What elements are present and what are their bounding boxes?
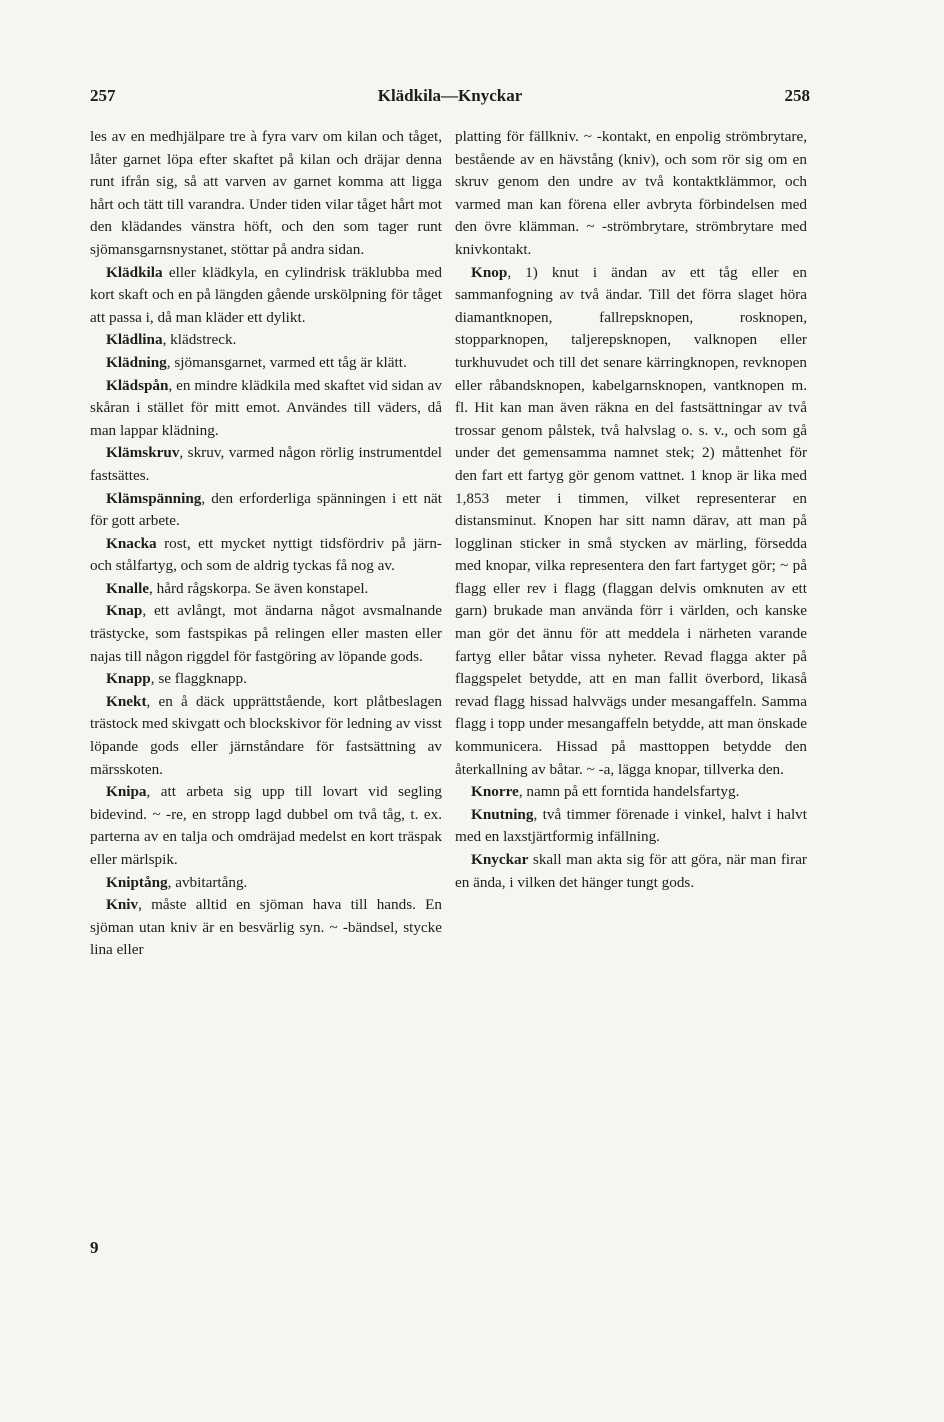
entry-text: , två timmer förenade i vinkel, halvt i halvt med en laxstjärtformig infällning. — [455, 805, 807, 846]
entry-term: Knacka — [106, 534, 157, 552]
entry-term: Klämspänning — [106, 489, 202, 507]
entry-text: , hård rågskorpa. Se även konstapel. — [149, 579, 369, 597]
entry-text: les av en medhjälpare tre à fyra varv om kilan och tåget, låter garnet löpa efter skaftet på kilan och dräjar denna runt ifrån sig, så att varven av garnet komma att ligga hårt och tätt till varandra. Under tiden vilar tåget hårt mot den klädandes vänstra höft, och den som tager runt sjömansgarnsnystanet, stöttar på andra sidan. — [90, 128, 442, 258]
entry-term: Knop — [471, 263, 508, 281]
entry-term: Klädlina — [106, 331, 163, 349]
entry-text: , klädstreck. — [162, 331, 237, 349]
entry-term: Knapp — [106, 670, 151, 688]
left-column — [90, 126, 442, 962]
dictionary-entry — [90, 126, 442, 262]
entry-term: Knipa — [106, 783, 147, 801]
entry-text: , avbitartång. — [167, 873, 248, 891]
dictionary-entry — [90, 442, 442, 487]
dictionary-entry — [90, 262, 442, 330]
page-number-left: 257 — [90, 86, 116, 105]
entry-text: , att arbeta sig upp till lovart vid segling bidevind. ~ -re, en stropp lagd dubbel om två tåg, t. ex. parterna av en talja och omdräjad medelst en kort träspak eller märlspik. — [90, 783, 442, 868]
entry-text: eller klädkyla, en cylindrisk träklubba med kort skaft och en på längden gående urskölpning för tåget att passa i, då man kläder ett dylikt. — [90, 263, 442, 326]
entry-text: , 1) knut i ändan av ett tåg eller en sammanfogning av två ändar. Till det förra slaget höra diamantknopen, fallrepsknopen, rosknopen, stopparknopen, taljerepsknopen, valknopen eller turkhuvudet och till det senare kärringknopen, revknopen eller råbandsknopen, kabelgarnsknopen, vantknopen m. fl. Hit kan man även räkna en del fastsättningar av två trossar genom pålstek, två halvslag o. s. v., och som gå under det gemensamma namnet stek; 2) måttenhet för den fart ett fartyg gör genom vattnet. 1 knop är lika med 1,853 meter i timmen, vilket representerar en distansminut. Knopen har sitt namn därav, att man på logglinan sticker in små stycken av märling, försedda med knopar, vilka representera den fart fartyget gör; ~ på flagg eller rev i flagg (flaggan delvis omknuten av ett garn) brukade man använda förr i världen, och kanske man gör det ännu för att meddela i närheten varande fartyg eller båtar vissa nyheter. Revad flagga akter på flaggspelet betydde, att en man fallit överbord, likaså revad flagg hissad halvvägs under mesangaffeln. Samma flagg i topp under mesangaffeln betydde, att man önskade kommunicera. Hissad på masttoppen betydde den återkallning av båtar. ~ -a, lägga knopar, tillverka den. — [455, 263, 807, 778]
entry-term: Knorre — [471, 783, 519, 801]
entry-text: platting för fällkniv. ~ -kontakt, en enpolig strömbrytare, bestående av en hävstång (kniv), och som rör sig om en skruv genom den undre av två kontaktklämmor, och varmed man kan förena eller avbryta förbindelsen med den övre klämman. ~ -strömbrytare, strömbrytare med knivkontakt. — [455, 128, 807, 258]
page-header — [90, 86, 810, 110]
entry-text: , den erforderliga spänningen i ett nät för gott arbete. — [90, 489, 442, 530]
page-number-right: 258 — [784, 86, 810, 105]
entry-term: Kniv — [106, 896, 139, 914]
entry-term: Klämskruv — [106, 444, 180, 462]
entry-text: , skruv, varmed någon rörlig instrumentdel fastsättes. — [90, 444, 442, 484]
dictionary-entry — [455, 849, 807, 894]
signature-mark: 9 — [90, 1238, 99, 1257]
dictionary-entry — [90, 352, 442, 375]
dictionary-entry — [455, 804, 807, 849]
dictionary-entry — [90, 600, 442, 668]
entry-term: Knap — [106, 602, 143, 620]
entry-text: skall man akta sig för att göra, när man firar en ända, i vilken det hänger tungt gods. — [455, 851, 807, 891]
dictionary-entry — [90, 488, 442, 533]
running-title: Klädkila—Knyckar — [377, 86, 523, 105]
entry-text: , namn på ett forntida handelsfartyg. — [518, 783, 740, 801]
entry-term: Knutning — [471, 805, 534, 823]
entry-term: Knyckar — [471, 851, 529, 868]
entry-text: rost, ett mycket nyttigt tidsfördriv på järn- och stålfartyg, och som de aldrig tyckas få nog av. — [90, 534, 442, 575]
dictionary-entry — [455, 781, 807, 804]
entry-text: , en å däck upprättstående, kort plåtbeslagen trästock med skivgatt och blockskivor för ledning av visst löpande gods eller järnståndare för fastsättning av märsskoten. — [90, 692, 442, 778]
entry-text: , ett avlångt, mot ändarna något avsmalnande trästycke, som fastspikas på relingen eller masten eller najas till någon riggdel för fastgöring av löpande gods. — [90, 602, 442, 665]
entry-text: , en mindre klädkila med skaftet vid sidan av skåran i stället för mitt emot. Användes till väders, då man lappar klädning. — [90, 376, 442, 439]
dictionary-entry — [90, 872, 442, 895]
dictionary-entry — [90, 533, 442, 578]
dictionary-entry — [90, 578, 442, 601]
entry-term: Knalle — [106, 579, 150, 597]
dictionary-entry — [455, 126, 807, 262]
entry-term: Klädspån — [106, 376, 169, 394]
entry-text: , se flaggknapp. — [150, 670, 247, 688]
entry-term: Knekt — [106, 692, 147, 710]
right-column — [455, 126, 807, 894]
dictionary-entry — [90, 668, 442, 691]
dictionary-entry — [90, 781, 442, 871]
dictionary-entry — [90, 375, 442, 443]
dictionary-entry — [455, 262, 807, 782]
entry-term: Klädkila — [106, 263, 163, 281]
entry-text: , måste alltid en sjöman hava till hands. En sjöman utan kniv är en besvärlig syn. ~ -bändsel, stycke lina eller — [90, 896, 442, 959]
entry-text: , sjömansgarnet, varmed ett tåg är klätt. — [166, 353, 407, 371]
dictionary-entry — [90, 894, 442, 962]
dictionary-entry — [90, 691, 442, 781]
entry-term: Kniptång — [106, 873, 168, 891]
entry-term: Klädning — [106, 353, 167, 371]
dictionary-entry — [90, 329, 442, 352]
